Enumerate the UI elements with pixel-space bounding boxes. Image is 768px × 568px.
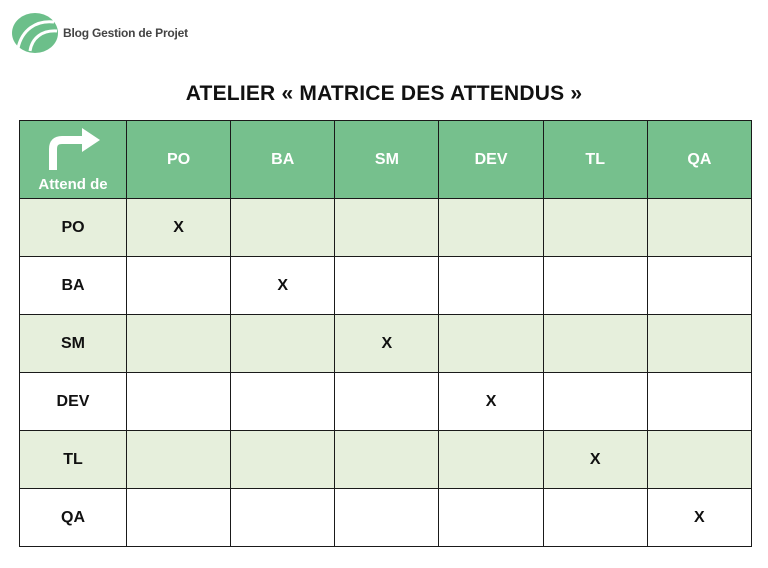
matrix-cell: [231, 373, 335, 431]
matrix-cell: [335, 431, 439, 489]
matrix-cell: [439, 489, 543, 547]
column-header-tl: TL: [543, 121, 647, 199]
matrix-cell: [231, 431, 335, 489]
matrix-corner-cell: [20, 121, 127, 199]
matrix-row-dev: [20, 373, 752, 431]
column-header-po: PO: [127, 121, 231, 199]
matrix-cell: [543, 373, 647, 431]
matrix-row-tl: [20, 431, 752, 489]
matrix-row-po: [20, 199, 752, 257]
matrix-cell: [127, 373, 231, 431]
matrix-cell: [231, 199, 335, 257]
corner-label: Attend de: [38, 176, 108, 193]
matrix-cell: X: [127, 199, 231, 257]
matrix-header-row: [20, 121, 752, 199]
matrix-cell: [647, 373, 751, 431]
expectations-matrix: [19, 120, 752, 547]
matrix-cell: [231, 489, 335, 547]
matrix-cell: [127, 315, 231, 373]
matrix-cell: [543, 489, 647, 547]
row-header: QA: [20, 489, 127, 547]
column-header-sm: SM: [335, 121, 439, 199]
matrix-cell: [127, 489, 231, 547]
matrix-cell: [439, 257, 543, 315]
matrix-cell: [647, 431, 751, 489]
matrix-cell: X: [335, 315, 439, 373]
row-header: DEV: [20, 373, 127, 431]
brand-name: Blog Gestion de Projet: [63, 26, 188, 40]
row-header: BA: [20, 257, 127, 315]
matrix-cell: [335, 199, 439, 257]
column-header-dev: DEV: [439, 121, 543, 199]
matrix-cell: [439, 315, 543, 373]
matrix-cell: [439, 199, 543, 257]
arrow-up-right-icon: [44, 126, 102, 172]
row-header: PO: [20, 199, 127, 257]
leaf-logo-icon: [12, 12, 58, 54]
matrix-cell: [231, 315, 335, 373]
matrix-cell: [127, 257, 231, 315]
matrix-cell: X: [439, 373, 543, 431]
matrix-cell: [543, 199, 647, 257]
matrix-cell: [543, 315, 647, 373]
matrix-cell: X: [543, 431, 647, 489]
brand-logo[interactable]: [12, 12, 188, 54]
matrix-cell: [647, 315, 751, 373]
matrix-cell: [647, 199, 751, 257]
matrix-cell: X: [647, 489, 751, 547]
matrix-cell: [647, 257, 751, 315]
matrix-cell: X: [231, 257, 335, 315]
matrix-cell: [543, 257, 647, 315]
matrix-cell: [335, 373, 439, 431]
column-header-ba: BA: [231, 121, 335, 199]
page-title: ATELIER « MATRICE DES ATTENDUS »: [185, 82, 583, 105]
row-header: TL: [20, 431, 127, 489]
row-header: SM: [20, 315, 127, 373]
matrix-row-qa: [20, 489, 752, 547]
matrix-cell: [127, 431, 231, 489]
matrix-row-sm: [20, 315, 752, 373]
matrix-cell: [335, 489, 439, 547]
column-header-qa: QA: [647, 121, 751, 199]
matrix-cell: [439, 431, 543, 489]
matrix-cell: [335, 257, 439, 315]
matrix-row-ba: [20, 257, 752, 315]
